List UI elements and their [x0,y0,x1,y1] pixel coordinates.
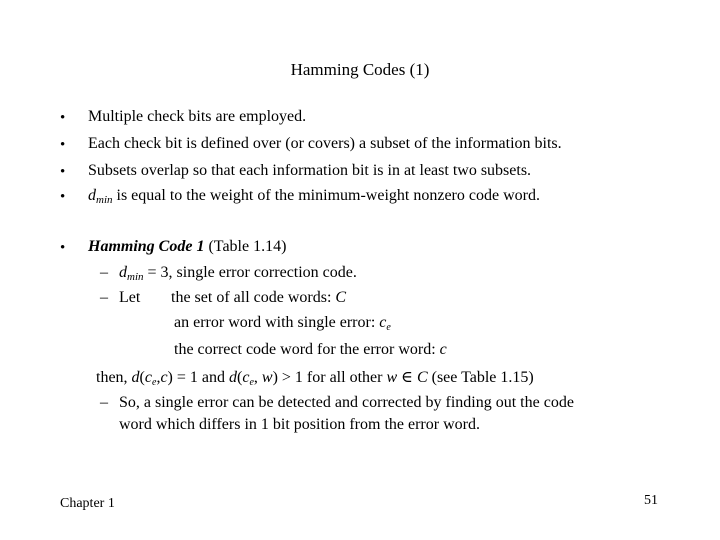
eq2-w: w [261,369,273,386]
eq1-c: c [144,369,152,386]
so-line-2: word which differs in 1 bit position from the error word. [119,416,480,433]
other-w: w [386,369,398,386]
sub-dash-marker: – [100,289,108,306]
let-line-2 [174,314,391,332]
bullet-marker: • [60,240,66,256]
table-reference: (Table 1.14) [204,238,287,255]
chapter-label: Chapter 1 [60,496,115,511]
eq1-c2: c [160,369,168,386]
dmin-rest: = 3, single error correction code. [143,264,357,281]
eq2-tail: ) > 1 for all other [272,369,387,386]
bullet-marker: • [60,164,66,180]
codeword-set-C: C [335,289,347,306]
eq1-d: d [131,369,140,386]
ce-subscript: e [386,322,391,333]
eq2-d: d [229,369,237,386]
bullet-text-4-rest: is equal to the weight of the minimum-weight nonzero code word. [112,187,540,204]
bullet-marker: • [60,110,66,126]
dmin-subscript2: min [127,271,144,283]
eq1-mid: , [156,369,161,386]
eq1-tail: ) = 1 and [167,369,229,386]
eq2-c: c [242,369,250,386]
let-line-3-text: the correct code word for the error word: [174,341,440,358]
sub-dash-marker: – [100,264,108,281]
let-line-3 [174,341,447,359]
element-of-symbol: ∈ [397,369,417,386]
hamming-code-name: Hamming Code 1 [88,238,205,255]
then-text: then, [96,369,132,386]
dmin-line [119,264,357,282]
bullet-text-3: Subsets overlap so that each information bit is in at least two subsets. [88,162,532,179]
let-line-2-text: an error word with single error: [174,314,380,331]
so-line-1: So, a single error can be detected and corrected by finding out the code [119,394,574,411]
ce-c: c [379,314,387,331]
dmin-d: d [88,187,96,204]
bullet-text-4 [88,187,540,205]
eq1-open: ( [139,369,145,386]
correct-c: c [439,341,447,358]
let-line-1 [171,289,346,307]
eq1-sub: e [151,377,157,388]
bullet-marker: • [60,189,66,205]
let-line-1-text: the set of all code words: [171,289,336,306]
eq2-open: ( [237,369,243,386]
dmin-d2: d [119,264,127,281]
page-number: 51 [644,493,658,508]
bullet-marker: • [60,137,66,153]
dmin-subscript: min [96,194,113,206]
eq2-comma: , [253,369,262,386]
hamming-code-heading [88,238,286,256]
bullet-text-1: Multiple check bits are employed. [88,108,307,125]
slide-title: Hamming Codes (1) [290,60,430,79]
see-table: (see Table 1.15) [427,369,534,386]
set-C: C [416,369,428,386]
eq2-sub: e [249,377,254,388]
bullet-text-2: Each check bit is defined over (or covers) a subset of the information bits. [88,135,562,152]
let-label: Let [119,289,141,306]
sub-dash-marker: – [100,394,108,411]
then-line [96,367,534,387]
